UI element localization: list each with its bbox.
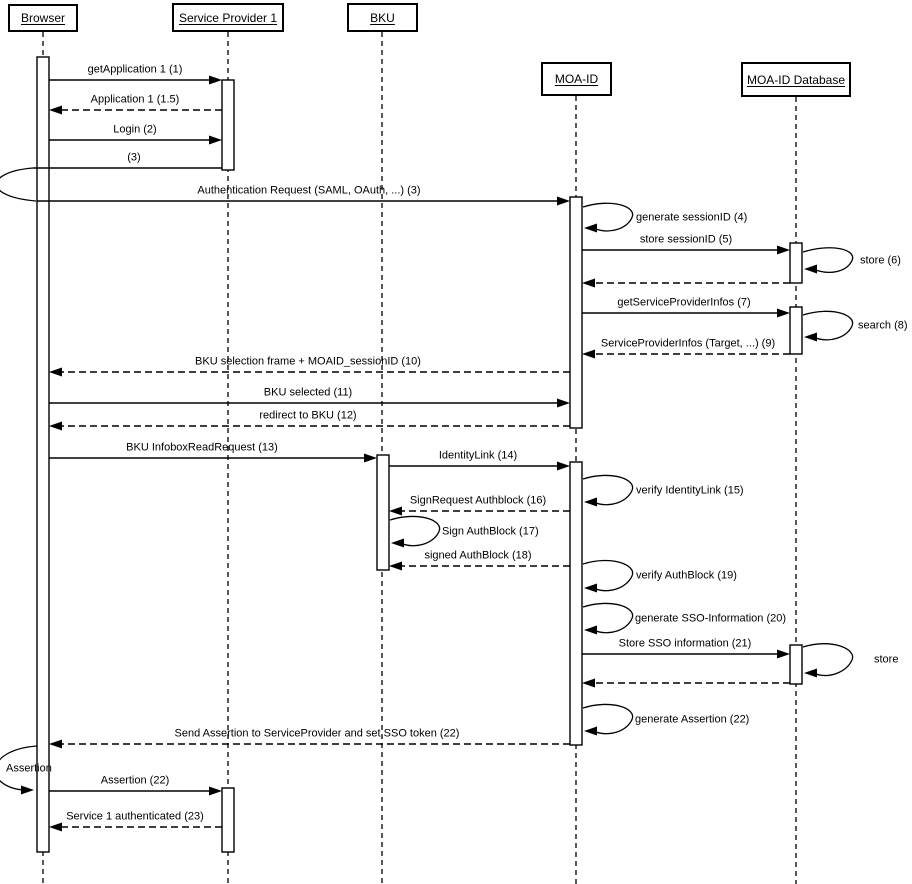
arrowhead-moaid bbox=[557, 399, 570, 408]
message-label: signed AuthBlock (18) bbox=[424, 549, 532, 562]
arrowhead-moaid bbox=[584, 584, 597, 593]
arrowhead-moaid bbox=[582, 279, 595, 288]
arrowhead-moaid bbox=[582, 350, 595, 359]
arrowhead-moaid bbox=[584, 626, 597, 635]
arrowhead-bku bbox=[391, 539, 404, 548]
activation-bar-bku bbox=[377, 455, 389, 570]
message-label: getApplication 1 (1) bbox=[87, 63, 183, 76]
message-label: IdentityLink (14) bbox=[438, 449, 518, 462]
arrowhead-assertion-loop-bottom bbox=[21, 786, 34, 795]
message-label: Application 1 (1.5) bbox=[90, 93, 180, 106]
arrowhead-moaid bbox=[557, 462, 570, 471]
message-label: BKU InfoboxReadRequest (13) bbox=[126, 441, 278, 454]
actor-box-browser bbox=[8, 4, 78, 32]
arrowhead-moadb bbox=[804, 333, 817, 342]
self-call-label: search (8) bbox=[858, 319, 908, 332]
activation-bar-moaid bbox=[570, 197, 582, 428]
message-label: BKU selection frame + MOAID_sessionID (10) bbox=[195, 355, 421, 368]
activation-bar-moadb bbox=[790, 645, 802, 684]
self-call-label: verify IdentityLink (15) bbox=[636, 484, 744, 496]
arrowhead-sp1 bbox=[209, 76, 222, 85]
self-call-label: verify AuthBlock (19) bbox=[636, 569, 737, 582]
arrowhead-bku bbox=[389, 562, 402, 571]
message-label: Service 1 authenticated (23) bbox=[66, 810, 204, 823]
self-call-label: generate SSO-Information (20) bbox=[635, 612, 787, 624]
arrowhead-sp1 bbox=[209, 136, 222, 145]
activation-bar-moadb bbox=[790, 243, 802, 283]
arrowhead-sp1 bbox=[209, 787, 222, 796]
actor-box-sp1 bbox=[172, 3, 284, 32]
actor-label-moadb: MOA-ID Database bbox=[746, 72, 846, 87]
actor-box-moaid bbox=[541, 62, 612, 96]
arrowhead-browser bbox=[49, 740, 62, 749]
actor-box-bku bbox=[347, 3, 418, 32]
activation-bar-moaid bbox=[570, 462, 582, 745]
arrowhead-moaid bbox=[584, 498, 597, 507]
arc-label: Assertion bbox=[6, 762, 52, 775]
message-label: Store SSO information (21) bbox=[618, 637, 752, 650]
arrowhead-browser bbox=[49, 823, 62, 832]
actor-label-browser: Browser bbox=[20, 11, 65, 25]
arrowhead-moadb bbox=[804, 669, 817, 678]
actor-label-sp1: Service Provider 1 bbox=[178, 10, 278, 25]
message-label: store sessionID (5) bbox=[639, 233, 733, 246]
arrowhead-moadb bbox=[777, 309, 790, 318]
self-call-label: generate sessionID (4) bbox=[636, 211, 748, 223]
message-label: getServiceProviderInfos (7) bbox=[617, 296, 751, 309]
arrowhead-browser bbox=[49, 422, 62, 431]
self-call-label: store bbox=[874, 653, 899, 666]
message-label: Send Assertion to ServiceProvider and set SSO token (22) bbox=[174, 727, 460, 740]
activation-bar-sp1 bbox=[222, 80, 234, 170]
arrowhead-browser bbox=[49, 106, 62, 115]
message-label: SignRequest Authblock (16) bbox=[409, 494, 547, 507]
self-call-label: generate Assertion (22) bbox=[635, 713, 750, 725]
arrowhead-moadb bbox=[777, 650, 790, 659]
activation-bar-moadb bbox=[790, 307, 802, 354]
arrowhead-moadb bbox=[777, 246, 790, 255]
message-label: ServiceProviderInfos (Target, ...) (9) bbox=[600, 337, 776, 350]
arrowhead-moaid bbox=[584, 224, 597, 233]
arrowhead-moaid bbox=[557, 197, 570, 206]
actor-label-moaid: MOA-ID bbox=[554, 72, 599, 86]
actor-label-bku: BKU bbox=[370, 10, 395, 25]
arrowhead-moaid bbox=[584, 727, 597, 736]
message-label: Authentication Request (SAML, OAuth, ...) (3) bbox=[197, 184, 421, 197]
activation-bar-browser bbox=[37, 57, 49, 852]
arrowhead-bku bbox=[364, 454, 377, 463]
actor-box-moadb bbox=[741, 62, 851, 97]
self-call-label: store (6) bbox=[860, 254, 901, 266]
activation-bar-sp1 bbox=[222, 788, 234, 852]
message-label: Assertion (22) bbox=[100, 774, 170, 787]
arrowhead-browser bbox=[49, 368, 62, 377]
arrowhead-moadb bbox=[804, 265, 817, 274]
redirect-loop-top bbox=[0, 168, 36, 201]
self-call-label: Sign AuthBlock (17) bbox=[442, 525, 539, 537]
message-label: Login (2) bbox=[113, 123, 157, 136]
self-call-loop-moadb bbox=[803, 644, 853, 676]
message-label: (3) bbox=[127, 151, 141, 164]
message-label: redirect to BKU (12) bbox=[259, 409, 357, 422]
arrowhead-bku bbox=[389, 507, 402, 516]
arrowhead-moaid bbox=[582, 679, 595, 688]
message-label: BKU selected (11) bbox=[263, 386, 353, 399]
